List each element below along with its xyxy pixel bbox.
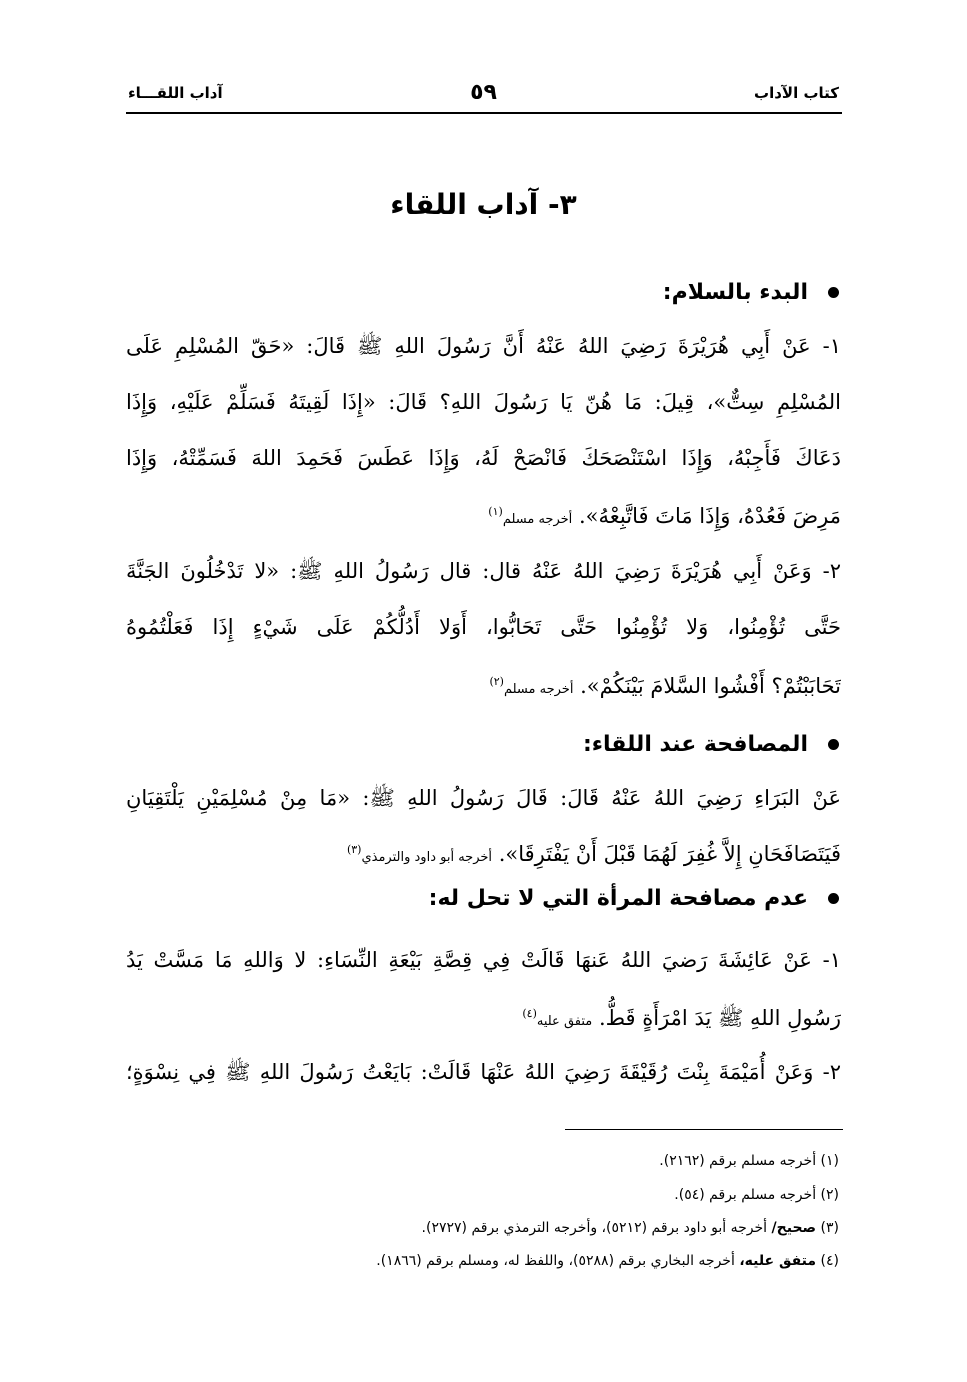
footnote-text: أخرجه مسلم برقم (٢١٦٢). [659,1153,817,1169]
hadith-line: المُسْلِمِ سِتٌّ»، قِيلَ: مَا هُنّ يَا رَسُولَ اللهِ؟ قَالَ: «إِذَا لَقِيتَهُ فَسَلِّمْ عَلَيْهِ، وَإِذَا [126,390,841,414]
hadith-line: ٢- وَعَنْ أَبِي هُرَيْرَةَ رَضِيَ اللهُ عَنْهُ قال: قال رَسُولُ اللهِ ﷺ: «لا تَدْخُلُونَ الجَنَّةَ [126,559,841,583]
page-number: ٥٩ [470,80,497,105]
hadith-source: أخرجه مسلم [503,682,574,697]
footnote-ref[interactable]: (٤) [522,1007,537,1020]
hadith-line: ١- عَنْ أَبِي هُرَيْرَةَ رَضِيَ اللهُ عَنْهُ أَنَّ رَسُولَ اللهِ ﷺ قَالَ: «حَقّ المُسْلِمِ عَلَى [126,334,841,358]
hadith-line-last [126,822,841,878]
footnote-marker: (٣) [820,1220,839,1236]
section-heading-text: عدم مصافحة المرأة التي لا تحل له: [428,886,808,911]
footnote [674,1187,839,1203]
hadith-line: ١- عَنْ عَائِشَةَ رَضيَ اللهُ عَنهَا قَالَتْ فِي قِصَّةِ بَيْعَةِ النِّسَاءِ: لا وَاللهِ مَا مَسَّتْ يَدُ [126,948,841,972]
chapter-heading: ٣- آداب اللقاء [390,188,577,221]
section-heading-greeting [663,280,839,305]
footnote [376,1253,839,1269]
hadith-line: عَنْ البَرَاءِ رَضِيَ اللهُ عَنْهُ قَالَ: قَالَ رَسُولُ اللهِ ﷺ: «مَا مِنْ مُسْلِمَيْنِ يَلْتَقِيَانِ [126,786,841,810]
footnote [659,1153,839,1169]
hadith-text: رَسُولِ اللهِ ﷺ يَدَ امْرَأَةٍ قَطُّ. [598,1006,841,1030]
footnote-text: أخرجه مسلم برقم (٥٤). [674,1187,817,1203]
running-header-chapter-title: آداب اللقـــاء [128,84,223,102]
hadith-source: أخرجه مسلم [502,512,573,527]
footnote-ref[interactable]: (١) [488,505,503,518]
hadith-source: متفق عليه [536,1014,593,1029]
bullet-icon [828,287,839,298]
running-header-book-title: كتاب الآداب [754,84,839,102]
section-heading-text: البدء بالسلام: [662,280,808,305]
footnote-grade: متفق عليه، [739,1253,817,1269]
hadith-source: أخرجه أبو داود والترمذي [361,850,493,865]
footnote-text: أخرجه أبو داود برقم (٥٢١٢)، وأخرجه الترمذي برقم (٢٧٢٧). [421,1220,768,1236]
hadith-line-last [126,986,841,1042]
hadith-text: فَيَتَصَافَحَانِ إِلاَّ غُفِرَ لَهُمَا قَبْلَ أَنْ يَفْتَرِقَا». [498,842,841,866]
bullet-icon [828,739,839,750]
hadith-line-last [126,484,841,540]
footnote-marker: (٤) [820,1253,839,1269]
footnote-marker: (١) [820,1153,839,1169]
footnote-ref[interactable]: (٢) [489,675,504,688]
footnote-divider [565,1129,843,1130]
hadith-line: دَعَاكَ فَأَجِبْهُ، وَإِذَا اسْتَنْصَحَكَ فَانْصَحْ لَهُ، وَإِذَا عَطَسَ فَحَمِدَ اللهَ فَسَمِّتْهُ، وَإِذَا [126,446,841,470]
footnote-text: أخرجه البخاري برقم (٥٢٨٨)، واللفظ له، ومسلم برقم (١٨٦٦). [376,1253,735,1269]
hadith-text: تَحَابَبْتُمْ؟ أَفْشُوا السَّلامَ بَيْنَكُمْ». [580,674,841,698]
section-heading-no-handshake [429,886,839,911]
footnote-grade: صحيح/ [771,1220,817,1236]
header-divider [126,112,842,114]
section-heading-text: المصافحة عند اللقاء: [582,732,808,757]
hadith-line: ٢- وَعَنْ أُمَيْمَةَ بِنْتَ رُقَيْقَةَ رَضِيَ اللهُ عَنْهَا قَالَتْ: بَايَعْتُ رَسُولَ اللهِ ﷺ فِي نِسْوَةٍ؛ [126,1060,841,1084]
hadith-line-last [126,654,841,710]
hadith-text: مَرِضَ فَعُدْهُ، وَإِذَا مَاتَ فَاتَّبِعْهُ». [578,504,841,528]
footnote [422,1220,839,1236]
bullet-icon [828,893,839,904]
footnote-marker: (٢) [820,1187,839,1203]
footnote-ref[interactable]: (٣) [346,843,362,856]
section-heading-handshake [583,732,839,757]
hadith-line: حَتَّى تُؤْمِنُوا، وَلا تُؤْمِنُوا حَتَّى تَحَابُّوا، أَوَلا أَدُلُّكُمْ عَلَى شَيْءٍ إِذَا فَعَلْتُمُوهُ [126,615,841,639]
